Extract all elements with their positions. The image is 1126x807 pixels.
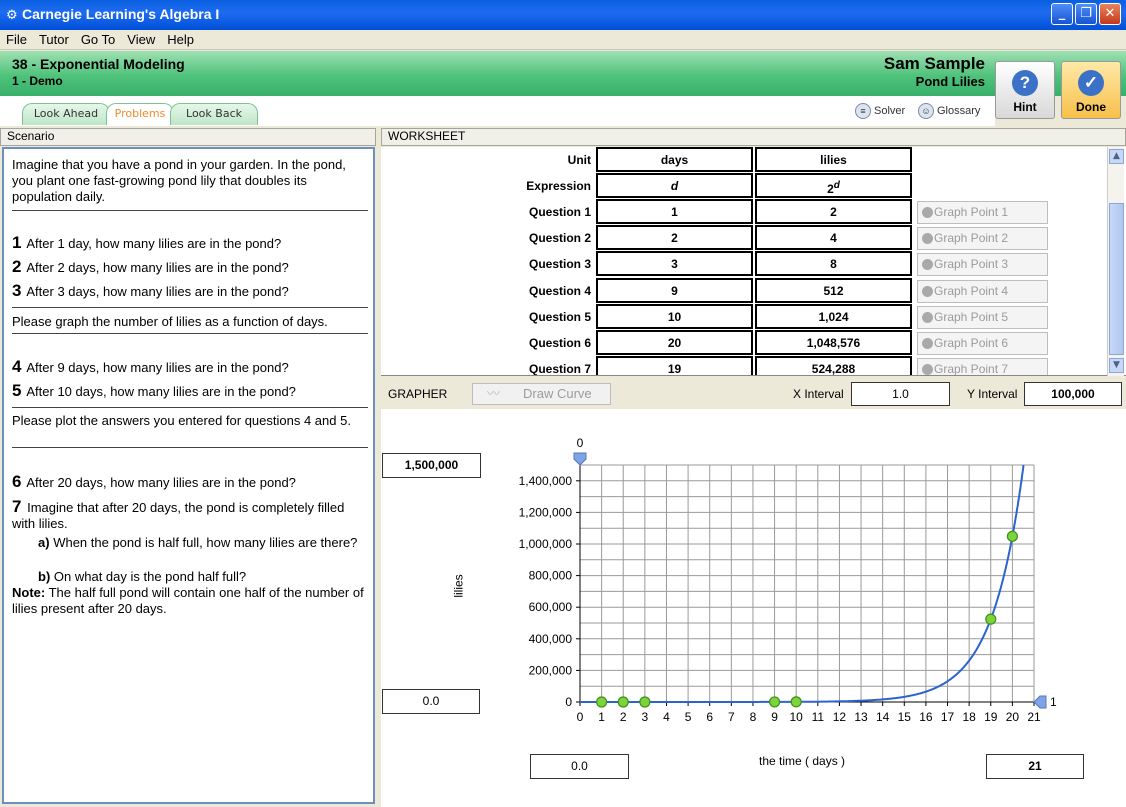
question-3 — [12, 283, 368, 300]
graph-point-button[interactable]: Graph Point 3 — [917, 253, 1048, 276]
scroll-down-arrow-icon[interactable]: ▼ — [1109, 358, 1124, 373]
x-tick-label: 4 — [663, 710, 670, 724]
note-text: The half full pond will contain one half of the number of lilies present after 20 days. — [12, 585, 364, 616]
row-label: Question 6 — [528, 336, 591, 350]
days-unit-cell[interactable]: days — [596, 147, 753, 172]
note — [12, 585, 368, 617]
lilies-cell[interactable]: 4 — [755, 225, 912, 250]
hint-label: Hint — [1013, 100, 1037, 114]
question-7a — [12, 535, 368, 551]
lilies-cell[interactable]: 8 — [755, 251, 912, 276]
row-label: Question 7 — [528, 362, 591, 376]
question-number: 5 — [12, 381, 22, 400]
solver-icon: ≡ — [855, 103, 871, 119]
x-tick-label: 13 — [854, 710, 868, 724]
days-expression-cell[interactable]: d — [596, 173, 753, 198]
question-number: 6 — [12, 472, 22, 491]
grapher-panel — [381, 409, 1126, 807]
scenario-intro: Imagine that you have a pond in your garden. In the pond, you plant one fast-growing pond lily that doubles its population daily. — [12, 157, 346, 204]
tab-problems[interactable]: Problems — [106, 103, 174, 125]
y-tick-label: 400,000 — [528, 631, 572, 646]
lilies-cell[interactable]: 1,048,576 — [755, 330, 912, 355]
scenario-panel — [2, 147, 375, 804]
question-number: 4 — [12, 357, 22, 376]
problem-name: Pond Lilies — [915, 74, 985, 89]
question-1 — [12, 235, 368, 252]
question-number: 1 — [12, 233, 22, 252]
draw-curve-label: Draw Curve — [523, 386, 592, 401]
x-tick-label: 15 — [897, 710, 911, 724]
question-4 — [12, 359, 368, 376]
note-label: Note: — [12, 585, 46, 600]
x-tick-label: 19 — [984, 710, 998, 724]
scroll-up-arrow-icon[interactable]: ▲ — [1109, 149, 1124, 164]
sub-question-label: b) — [38, 569, 51, 584]
x-tick-label: 9 — [771, 710, 778, 724]
divider — [12, 333, 368, 334]
question-text: After 1 day, how many lilies are in the pond? — [26, 236, 282, 251]
data-point — [597, 697, 607, 707]
worksheet-table — [381, 147, 1126, 376]
graph-point-button[interactable]: Graph Point 5 — [917, 306, 1048, 329]
x-tick-label: 18 — [962, 710, 976, 724]
y-tick-label: 600,000 — [528, 600, 572, 615]
x-interval-input[interactable]: 1.0 — [851, 382, 950, 406]
glossary-label: Glossary — [937, 104, 981, 117]
y-max-input[interactable]: 1,500,000 — [382, 453, 481, 478]
row-label: Question 2 — [528, 231, 591, 245]
lilies-expression-cell[interactable] — [755, 173, 912, 198]
x-tick-label: 14 — [875, 710, 890, 724]
row-label: Question 3 — [528, 257, 591, 271]
expression-base: 2 — [827, 182, 834, 196]
glossary-icon: ☺ — [918, 103, 934, 119]
x-tick-label: 3 — [641, 710, 649, 724]
question-5 — [12, 383, 368, 400]
grapher-header: GRAPHER — [388, 387, 448, 401]
hint-button[interactable] — [995, 61, 1055, 119]
x-tick-label: 0 — [576, 710, 584, 724]
worksheet-scrollbar[interactable] — [1107, 147, 1124, 376]
question-text: After 3 days, how many lilies are in the pond? — [26, 284, 289, 299]
y-min-input[interactable]: 0.0 — [382, 689, 480, 714]
row-label: Question 1 — [528, 205, 591, 219]
graph-point-button[interactable]: Graph Point 7 — [917, 358, 1048, 376]
draw-curve-icon: 〰 — [487, 386, 501, 401]
question-number: 2 — [12, 257, 22, 276]
exponential-curve — [580, 465, 1024, 702]
divider — [12, 407, 368, 408]
question-number: 7 — [12, 497, 22, 516]
x-tick-label: 20 — [1005, 710, 1020, 724]
y-interval-input[interactable]: 100,000 — [1024, 382, 1122, 406]
lilies-cell[interactable]: 2 — [755, 199, 912, 224]
graph-point-button[interactable]: Graph Point 4 — [917, 280, 1048, 303]
x-tick-label: 5 — [684, 710, 692, 724]
close-button[interactable]: ✕ — [1099, 3, 1121, 25]
question-2 — [12, 259, 368, 276]
graph-point-button[interactable]: Graph Point 6 — [917, 332, 1048, 355]
data-point — [770, 697, 780, 707]
x-tick-label: 12 — [832, 710, 847, 724]
question-number: 3 — [12, 281, 22, 300]
lilies-cell[interactable]: 1,024 — [755, 304, 912, 329]
x-tick-label: 2 — [619, 710, 627, 724]
x-tick-label: 17 — [940, 710, 955, 724]
expression-row-label: Expression — [526, 179, 591, 193]
x-tick-label: 6 — [706, 710, 714, 724]
days-cell[interactable]: 1 — [596, 199, 753, 224]
top-slider-handle — [574, 453, 586, 465]
sub-question-label: a) — [38, 535, 50, 550]
tab-look-ahead[interactable]: Look Ahead — [22, 103, 110, 125]
minimize-button[interactable]: _ — [1051, 3, 1073, 25]
graph-plot[interactable] — [381, 409, 1126, 807]
days-cell[interactable]: 10 — [596, 304, 753, 329]
x-tick-label: 16 — [919, 710, 933, 724]
y-tick-label: 800,000 — [528, 568, 572, 583]
menu-bar — [0, 30, 1126, 50]
question-icon: ? — [1012, 70, 1038, 96]
x-tick-label: 21 — [1027, 710, 1041, 724]
window-title: Carnegie Learning's Algebra I — [22, 6, 220, 22]
row-label: Question 5 — [528, 310, 591, 324]
app-icon: ⚙ — [6, 8, 18, 23]
y-interval-label: Y Interval — [967, 387, 1018, 401]
draw-curve-button[interactable] — [472, 383, 611, 405]
graph-point-button[interactable]: Graph Point 1 — [917, 201, 1048, 224]
x-tick-label: 11 — [811, 710, 825, 724]
divider — [12, 307, 368, 308]
lesson-header — [0, 51, 1126, 96]
y-axis-label: lilies — [451, 574, 466, 598]
x-min-input[interactable]: 0.0 — [530, 754, 629, 779]
top-marker-label: 0 — [576, 436, 584, 450]
graph-instruction: Please graph the number of lilies as a function of days. — [12, 314, 328, 329]
x-max-input[interactable]: 21 — [986, 754, 1084, 779]
question-text: After 20 days, how many lilies are in the pond? — [26, 475, 296, 490]
x-tick-label: 8 — [749, 710, 757, 724]
maximize-button[interactable]: ❐ — [1075, 3, 1097, 25]
x-interval-label: X Interval — [793, 387, 844, 401]
x-axis-label: the time ( days ) — [759, 754, 846, 768]
menu-file[interactable]: File — [6, 32, 27, 47]
checkmark-icon: ✓ — [1078, 70, 1104, 96]
done-label: Done — [1076, 100, 1106, 114]
days-cell[interactable]: 9 — [596, 278, 753, 303]
menu-tutor[interactable]: Tutor — [38, 32, 69, 47]
unit-row-label: Unit — [567, 153, 591, 167]
tab-look-back[interactable]: Look Back — [170, 103, 258, 125]
days-cell[interactable]: 3 — [596, 251, 753, 276]
graph-point-button[interactable]: Graph Point 2 — [917, 227, 1048, 250]
worksheet-header: WORKSHEET — [381, 128, 1126, 146]
solver-tool[interactable] — [855, 103, 905, 119]
y-tick-label: 200,000 — [528, 663, 572, 678]
y-tick-label: 1,000,000 — [518, 537, 572, 551]
y-tick-label: 1,200,000 — [518, 505, 572, 520]
lilies-unit-cell[interactable]: lilies — [755, 147, 912, 172]
days-cell[interactable]: 19 — [596, 356, 753, 376]
solver-label: Solver — [874, 104, 906, 117]
question-text: After 10 days, how many lilies are in the pond? — [26, 384, 296, 399]
done-button[interactable] — [1061, 61, 1121, 119]
lilies-cell[interactable]: 524,288 — [755, 356, 912, 376]
scenario-header: Scenario — [0, 128, 376, 146]
plot-instruction: Please plot the answers you entered for questions 4 and 5. — [12, 413, 351, 428]
sub-question-text: When the pond is half full, how many lilies are there? — [53, 535, 358, 550]
y-tick-label: 0 — [565, 695, 572, 709]
data-point — [986, 614, 996, 624]
student-name: Sam Sample — [883, 54, 985, 73]
question-7b — [12, 569, 368, 585]
data-point — [640, 697, 650, 707]
x-tick-label: 1 — [598, 710, 605, 724]
tab-row — [0, 96, 995, 126]
divider — [12, 210, 368, 211]
right-marker-label: 1 — [1050, 695, 1057, 709]
question-7 — [12, 499, 368, 532]
menu-help[interactable]: Help — [167, 32, 194, 47]
question-text: Imagine that after 20 days, the pond is completely filled with lilies. — [12, 500, 345, 531]
section-title: 1 - Demo — [12, 74, 63, 88]
unit-title: 38 - Exponential Modeling — [12, 56, 185, 72]
data-point — [1007, 531, 1017, 541]
lilies-cell[interactable]: 512 — [755, 278, 912, 303]
row-label: Question 4 — [528, 284, 591, 298]
question-6 — [12, 474, 368, 491]
glossary-tool[interactable] — [918, 103, 980, 119]
divider — [12, 447, 368, 448]
data-point — [791, 697, 801, 707]
x-tick-label: 7 — [727, 710, 735, 724]
question-text: After 2 days, how many lilies are in the pond? — [26, 260, 289, 275]
grapher-toolbar — [381, 379, 1126, 409]
y-tick-label: 1,400,000 — [518, 473, 572, 488]
title-bar — [0, 0, 1126, 30]
sub-question-text: On what day is the pond half full? — [53, 569, 247, 584]
question-text: After 9 days, how many lilies are in the pond? — [26, 360, 289, 375]
right-slider-handle — [1034, 696, 1046, 708]
days-cell[interactable]: 20 — [596, 330, 753, 355]
menu-goto[interactable]: Go To — [80, 32, 116, 47]
x-tick-label: 10 — [789, 710, 803, 724]
data-point — [618, 697, 628, 707]
menu-view[interactable]: View — [127, 32, 156, 47]
expression-exponent: d — [833, 180, 840, 191]
scroll-thumb[interactable] — [1109, 203, 1124, 355]
days-cell[interactable]: 2 — [596, 225, 753, 250]
